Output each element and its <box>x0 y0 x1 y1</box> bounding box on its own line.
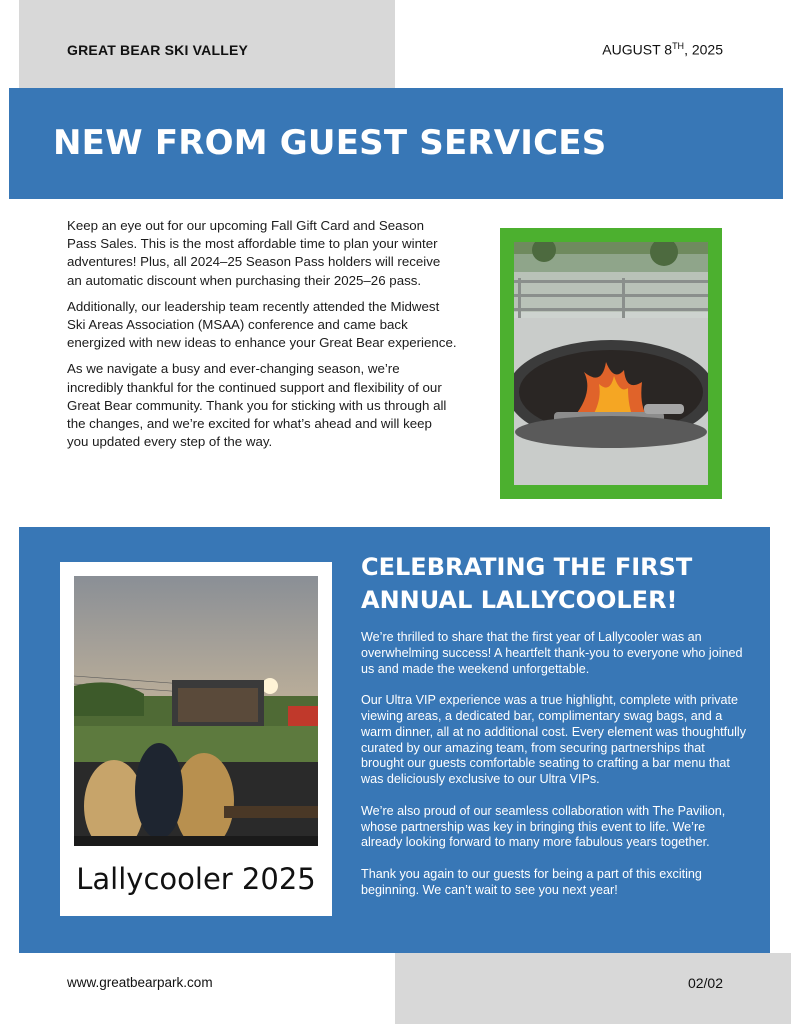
intro-paragraph: As we navigate a busy and ever-changing season, we’re incredibly thankful for the continued support and flexibility of our Great Bear community. Thank you for sticking with us through all the changes, and we’re excited for what’s ahead and will keep you updated every step of the way. <box>67 361 447 450</box>
website-link[interactable]: www.greatbearpark.com <box>67 975 213 990</box>
concert-polaroid <box>60 562 332 916</box>
brand-name: GREAT BEAR SKI VALLEY <box>67 42 249 58</box>
intro-paragraph: Keep an eye out for our upcoming Fall Gift Card and Season Pass Sales. This is the most affordable time to plan your winter adventures! Plus, all 2024–25 Season Pass holders will receive an automatic discount when purchasing their 2025–26 pass. <box>67 218 441 288</box>
section-banner <box>9 88 783 199</box>
section-title: NEW FROM GUEST SERVICES <box>53 123 607 163</box>
concert-photo <box>74 576 318 846</box>
fire-pit-photo <box>514 242 708 485</box>
issue-date: AUGUST 8TH, 2025 <box>602 41 723 58</box>
feature-paragraph: Our Ultra VIP experience was a true highlight, complete with private viewing areas, a dedicated bar, complimentary swag bags, and a warm dinner, all at no additional cost. Every element was thoughtfully curated by our amazing team, from securing partnerships that brought our guests comfortable seating to crafting a bar menu that was deliciously exclusive to our Ultra VIPs. <box>361 693 747 787</box>
intro-paragraph: Additionally, our leadership team recently attended the Midwest Ski Areas Association (MSAA) conference and came back energized with new ideas to enhance your Great Bear experience. <box>67 298 457 351</box>
feature-paragraph: Thank you again to our guests for being a part of this exciting beginning. We can’t wait to see you next year! <box>361 866 702 897</box>
feature-title: CELEBRATING THE FIRST ANNUAL LALLYCOOLER! <box>361 553 693 614</box>
fire-pit-photo-frame <box>500 228 722 499</box>
intro-text <box>67 217 457 459</box>
feature-section <box>19 527 770 953</box>
page-number: 02/02 <box>687 975 723 991</box>
footer-gray-block <box>395 953 791 1024</box>
feature-text <box>361 630 746 914</box>
feature-paragraph: We’re thrilled to share that the first year of Lallycooler was an overwhelming success! A heartfelt thank-you to everyone who joined us and made the weekend unforgettable. <box>361 630 743 676</box>
photo-caption: Lallycooler 2025 <box>76 862 316 896</box>
feature-paragraph: We’re also proud of our seamless collaboration with The Pavilion, whose partnership was key in bringing this event to life. We’re already looking forward to many more fabulous years together. <box>361 803 726 850</box>
